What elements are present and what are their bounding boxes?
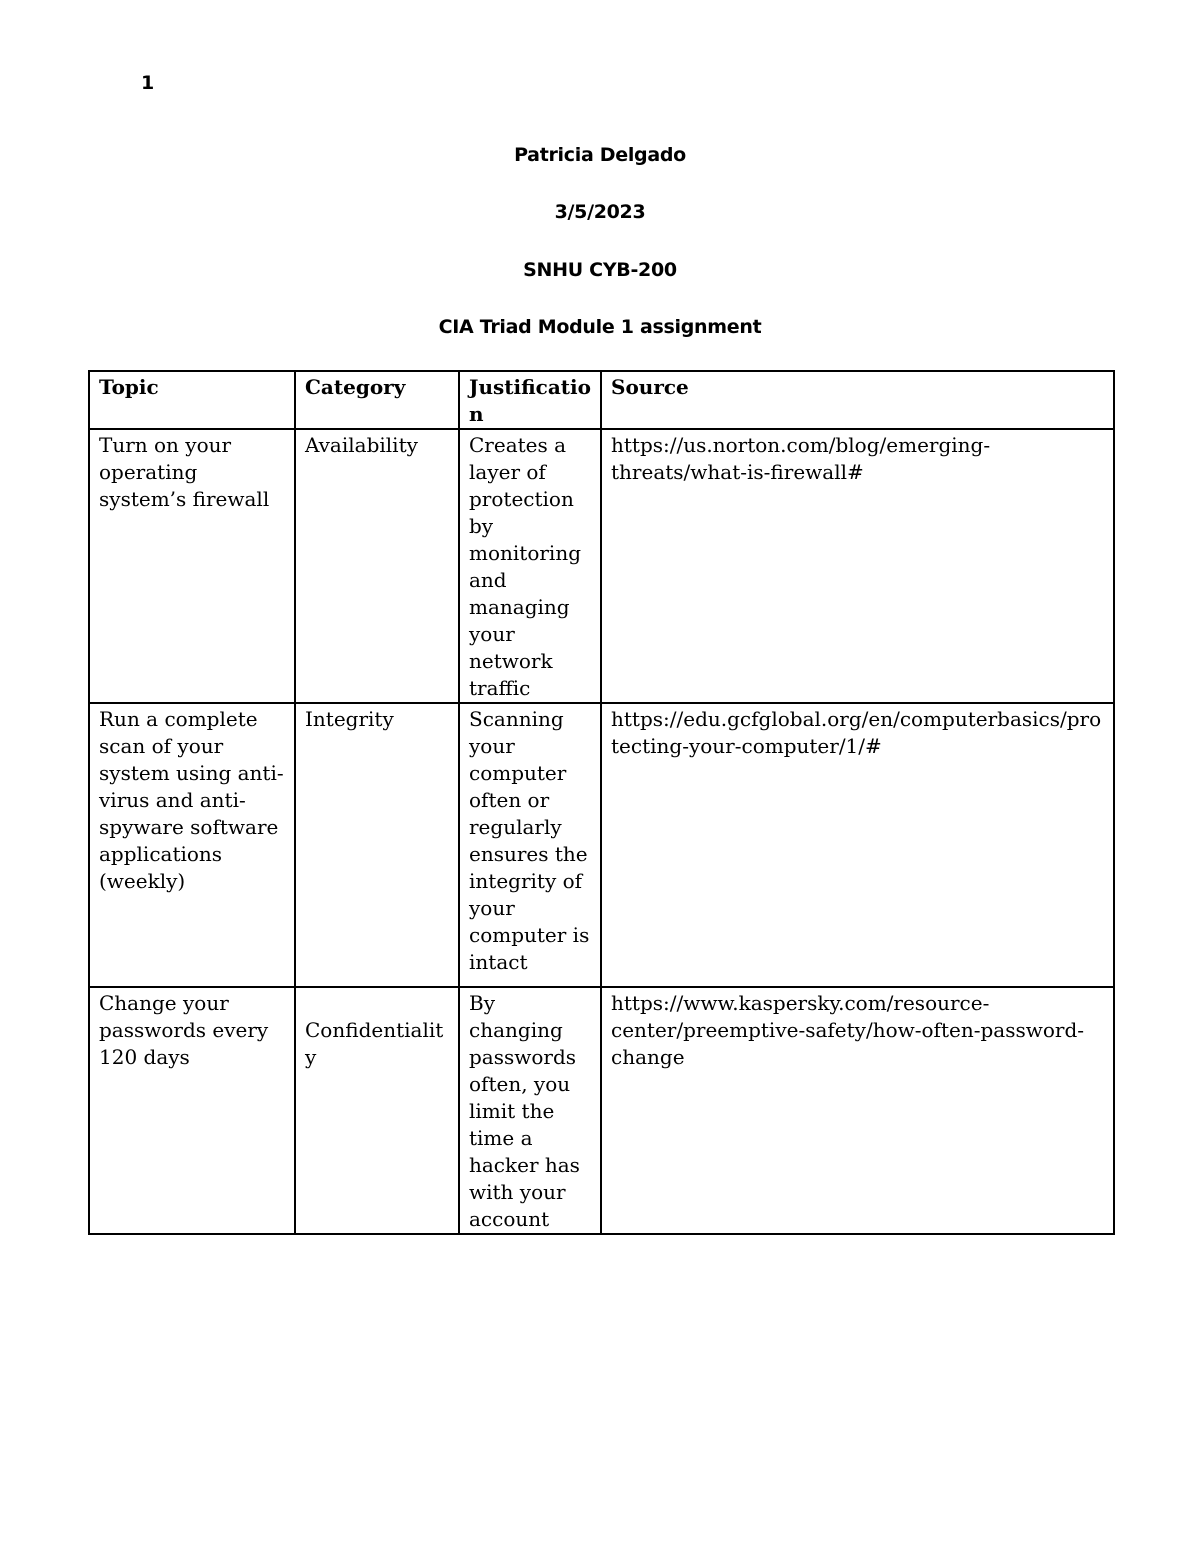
topic-cell: Turn on your operating system’s firewall	[89, 429, 295, 703]
column-header-category: Category	[295, 371, 459, 429]
page-number: 1	[141, 72, 155, 94]
table-row	[89, 987, 1114, 1234]
category-cell	[295, 987, 459, 1234]
cia-triad-table	[88, 370, 1115, 1235]
justification-cell: Creates a layer of protection by monitoring and managing your network traffic	[459, 429, 601, 703]
justification-cell: By changing passwords often, you limit the time a hacker has with your account	[459, 987, 601, 1234]
table-row	[89, 703, 1114, 987]
topic-cell: Change your passwords every 120 days	[89, 987, 295, 1234]
column-header-justification: Justification	[459, 371, 601, 429]
source-cell: https://us.norton.com/blog/emerging-threats/what-is-firewall#	[601, 429, 1114, 703]
assignment-title: CIA Triad Module 1 assignment	[438, 316, 762, 338]
category-cell: Availability	[295, 429, 459, 703]
author-name: Patricia Delgado	[514, 144, 686, 166]
source-cell: https://edu.gcfglobal.org/en/computerbasics/protecting-your-computer/1/#	[601, 703, 1114, 987]
topic-cell: Run a complete scan of your system using anti-virus and anti-spyware software applications (weekly)	[89, 703, 295, 987]
source-cell: https://www.kaspersky.com/resource-center/preemptive-safety/how-often-password-change	[601, 987, 1114, 1234]
table-row	[89, 429, 1114, 703]
table-header-row	[89, 371, 1114, 429]
course-name: SNHU CYB-200	[523, 259, 677, 281]
document-date: 3/5/2023	[554, 201, 646, 223]
column-header-topic: Topic	[89, 371, 295, 429]
category-text: Confidentiality	[305, 1018, 444, 1069]
justification-cell: Scanning your computer often or regularly ensures the integrity of your computer is intact	[459, 703, 601, 987]
column-header-source: Source	[601, 371, 1114, 429]
category-cell: Integrity	[295, 703, 459, 987]
